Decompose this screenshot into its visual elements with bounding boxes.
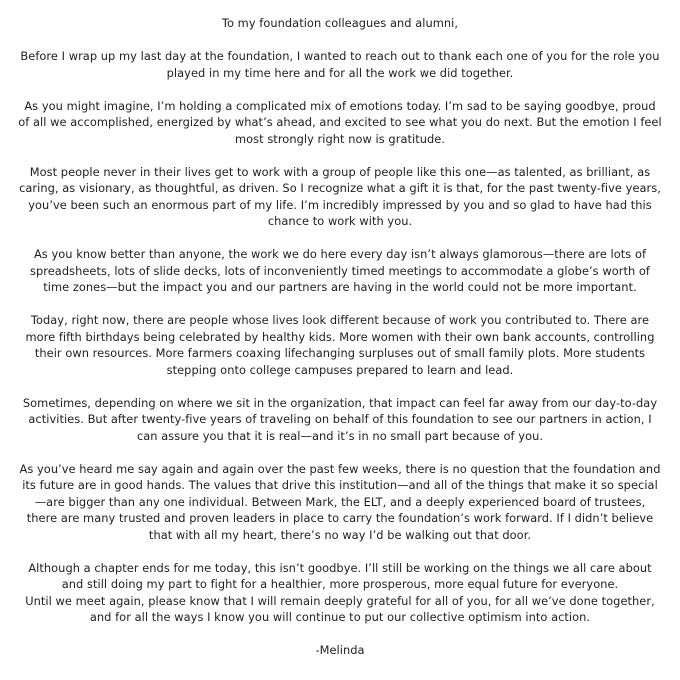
salutation: To my foundation colleagues and alumni, bbox=[221, 16, 459, 30]
signature: -Melinda bbox=[315, 643, 365, 657]
paragraph-emotions: As you might imagine, I’m holding a complicated mix of emotions today. I’m sad to be saying goodbye, proud of all we accomplished, energized by what’s ahead, and excited to see what you do next. But the emotion I feel most strongly right now is gratitude. bbox=[18, 98, 662, 146]
paragraph-thanks: Before I wrap up my last day at the foundation, I wanted to reach out to thank each one of you for the role you played in my time here and for all the work we did together. bbox=[20, 49, 660, 80]
paragraph-real: Sometimes, depending on where we sit in the organization, that impact can feel far away from our day-to-day activities. But after twenty-five years of traveling on behalf of this foundation to see our partners in action, I can assure you that it is real—and it’s in no small part because of you. bbox=[22, 395, 658, 443]
paragraph-impact: Today, right now, there are people whose lives look different because of work you contributed to. There are more fifth birthdays being celebrated by healthy kids. More women with their own bank accounts, controlling their own resources. More farmers coaxing lifechanging surpluses out of small family plots. More students stepping onto college campuses prepared to learn and lead. bbox=[25, 313, 655, 377]
paragraph-work: As you know better than anyone, the work we do here every day isn’t always glamorous—there are lots of spreadsheets, lots of slide decks, lots of inconveniently timed meetings to accommodate a globe’s worth of time zones—but the impact you and our partners are having in the world could not be more important. bbox=[30, 247, 650, 294]
paragraph-not-goodbye: Although a chapter ends for me today, this isn’t goodbye. I’ll still be working on the things we all care about and still doing my part to fight for a healthier, more prosperous, more equal future for everyone. bbox=[28, 560, 652, 591]
paragraph-colleagues: Most people never in their lives get to work with a group of people like this one—as talented, as brilliant, as caring, as visionary, as thoughtful, as driven. So I recognize what a gift it is that, for the past twenty-five years, you’ve been such an enormous part of my life. I’m incredibly impressed by you and so glad to have had this chance to work with you. bbox=[19, 164, 661, 228]
paragraph-future: As you’ve heard me say again and again over the past few weeks, there is no question that the foundation and its future are in good hands. The values that drive this institution—and all of the things that make it so special—are bigger than any one individual. Between Mark, the ELT, and a deeply experienced board of trustees, there are many trusted and proven leaders in place to carry the foundation’s work forward. If I didn’t believe that with all my heart, there’s no way I’d be walking out that door. bbox=[19, 461, 661, 542]
letter-body bbox=[18, 15, 662, 659]
paragraph-until-we-meet: Until we meet again, please know that I will remain deeply grateful for all of you, for all we’ve done together, and for all the ways I know you will continue to put our collective optimism into action. bbox=[25, 593, 655, 624]
